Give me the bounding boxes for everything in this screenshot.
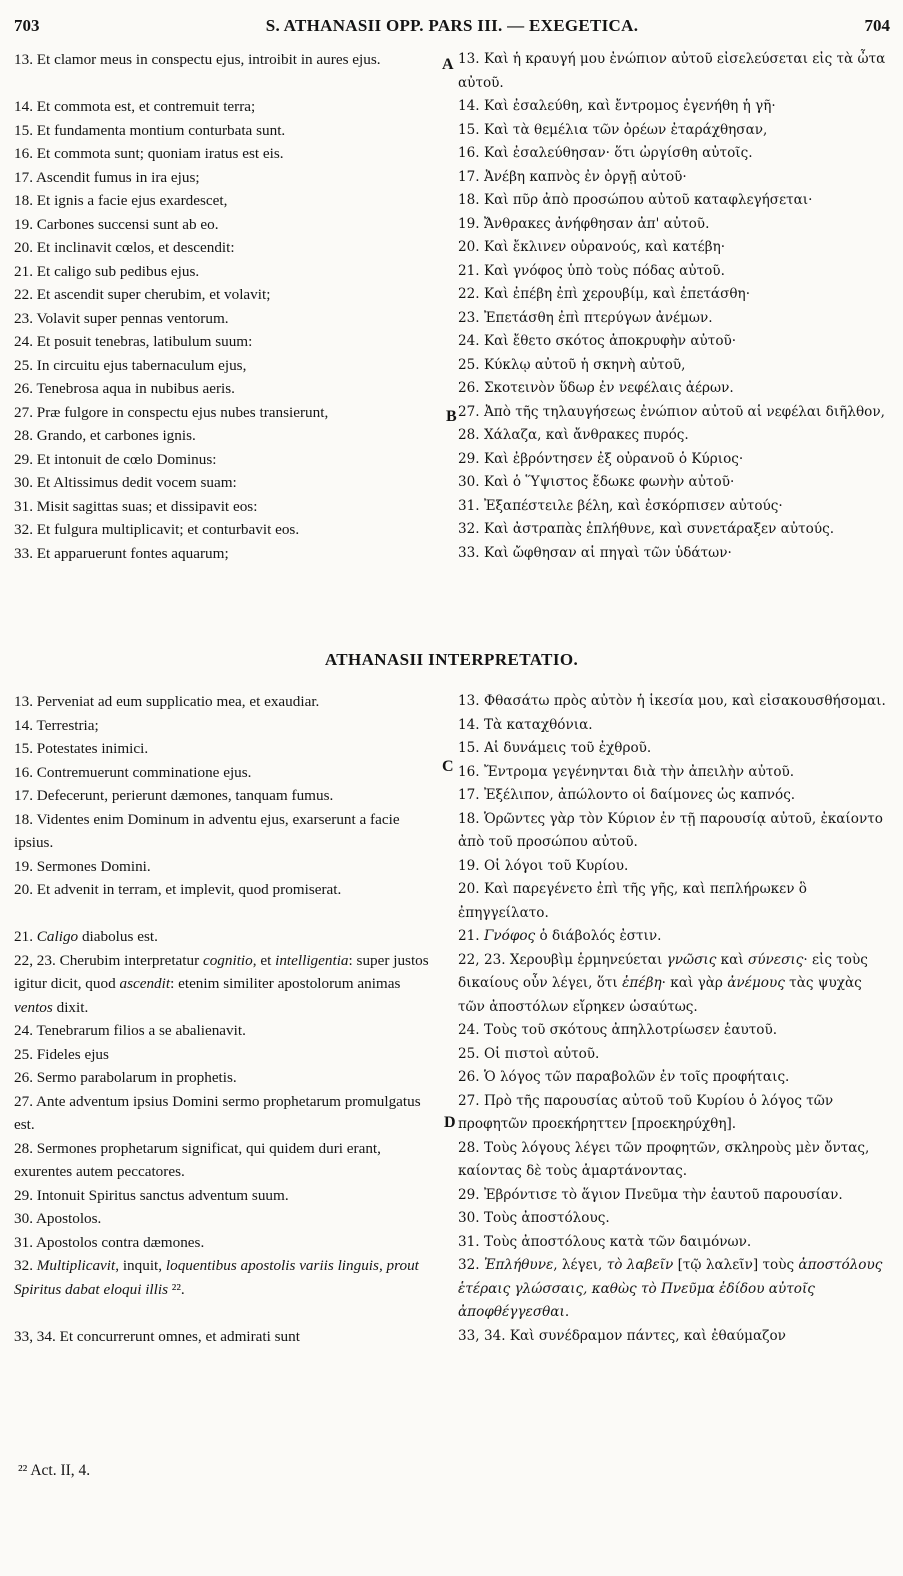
- page-header: [14, 16, 890, 44]
- interp-row: [14, 1325, 890, 1349]
- interp-latin: 16. Contremuerunt comminatione ejus.: [14, 763, 252, 781]
- interp-greek: 30. Τοὺς ἀποστόλους.: [458, 1210, 610, 1226]
- interp-latin: 25. Fideles ejus: [14, 1045, 109, 1063]
- verse-greek: 32. Καὶ ἀστραπὰς ἐπλήθυνε, καὶ συνετάραξεν αὐτούς.: [458, 521, 835, 537]
- interp-latin: 17. Defecerunt, perierunt dæmones, tanquam fumus.: [14, 787, 334, 804]
- margin-mark-b: B: [446, 408, 457, 425]
- verse-row: [14, 307, 890, 331]
- interp-row: [14, 1254, 890, 1325]
- italic-term: ἐπέβη: [622, 975, 662, 991]
- verse-row: [14, 166, 890, 190]
- interp-latin: [14, 1254, 452, 1325]
- italic-term: Γνόφος: [483, 928, 536, 944]
- verse-greek: 28. Χάλαζα, καὶ ἄνθρακες πυρός.: [458, 427, 689, 443]
- verse-latin: 32. Et fulgura multiplicavit; et conturbavit eos.: [14, 521, 300, 538]
- verse-latin: 14. Et commota est, et contremuit terra;: [14, 98, 256, 115]
- italic-term: loquentibus apostolis variis linguis, prout Spiritus dabat eloqui illis: [14, 1257, 419, 1298]
- text-run: , et: [252, 951, 276, 969]
- interp-greek: 15. Αἱ δυνάμεις τοῦ ἐχθροῦ.: [458, 740, 652, 756]
- verse-row: [14, 283, 890, 307]
- interp-row: [14, 761, 890, 785]
- interp-latin: 33, 34. Et concurrerunt omnes, et admirati sunt: [14, 1327, 300, 1345]
- interp-row: [14, 714, 890, 738]
- italic-term: σύνεσις: [747, 951, 804, 968]
- interp-greek: 16. Ἔντρομα γεγένηνται διὰ τὴν ἀπειλὴν αὐτοῦ.: [458, 763, 795, 780]
- verse-greek: 25. Κύκλῳ αὐτοῦ ἡ σκηνὴ αὐτοῦ,: [458, 356, 686, 373]
- text-run: · καὶ γὰρ: [661, 975, 728, 991]
- italic-term: ventos: [14, 998, 53, 1016]
- interp-row: [14, 808, 890, 855]
- interp-row: [14, 1066, 890, 1090]
- verse-row: [14, 495, 890, 519]
- verse-latin: 24. Et posuit tenebras, latibulum suum:: [14, 333, 253, 350]
- verse-greek: 17. Ἀνέβη καπνὸς ἐν ὀργῇ αὐτοῦ·: [458, 168, 687, 185]
- verse-row: [14, 260, 890, 284]
- interp-greek: 17. Ἐξέλιπον, ἀπώλοντο οἱ δαίμονες ὡς καπνός.: [458, 787, 796, 803]
- interp-latin: 26. Sermo parabolarum in prophetis.: [14, 1069, 237, 1086]
- verse-latin: 22. Et ascendit super cherubim, et volavit;: [14, 286, 271, 303]
- italic-term: ἀποστόλους ἑτέραις γλώσσαις, καθὼς τὸ Πνεῦμα ἐδίδου αὐτοῖς ἀποφθέγγεσθαι: [458, 1257, 883, 1320]
- interp-row: [14, 855, 890, 879]
- interp-latin: [14, 949, 452, 1020]
- verse-latin: 20. Et inclinavit cœlos, et descendit:: [14, 239, 235, 256]
- verse-latin: 18. Et ignis a facie ejus exardescet,: [14, 192, 228, 209]
- interp-latin: 31. Apostolos contra dæmones.: [14, 1233, 205, 1251]
- verse-latin: 15. Et fundamenta montium conturbata sunt.: [14, 121, 286, 139]
- text-run: ²².: [168, 1280, 185, 1298]
- italic-term: Ἐπλήθυνε: [483, 1257, 554, 1273]
- interp-greek: 20. Καὶ παρεγένετο ἐπὶ τῆς γῆς, καὶ πεπλήρωκεν ὃ ἐπηγγείλατο.: [458, 881, 807, 921]
- interp-greek: 25. Οἱ πιστοὶ αὐτοῦ.: [458, 1045, 600, 1062]
- interp-row: [14, 1231, 890, 1255]
- interp-row: [14, 1019, 890, 1043]
- interp-latin: 18. Videntes enim Dominum in adventu ejus, exarserunt a facie ipsius.: [14, 810, 400, 851]
- interp-greek: 29. Ἐβρόντισε τὸ ἅγιον Πνεῦμα τὴν ἑαυτοῦ παρουσίαν.: [458, 1186, 843, 1203]
- verse-greek: 19. Ἄνθρακες ἀνήφθησαν ἀπ' αὐτοῦ.: [458, 215, 710, 232]
- interp-latin: 28. Sermones prophetarum significat, qui quidem duri erant, exurentes autem peccatores.: [14, 1139, 381, 1180]
- text-run: [τῷ λαλεῖν] τοὺς: [673, 1257, 799, 1273]
- interp-greek: 33, 34. Καὶ συνέδραμον πάντες, καὶ ἐθαύμαζον: [458, 1327, 786, 1344]
- verse-greek: 20. Καὶ ἔκλινεν οὐρανούς, καὶ κατέβη·: [458, 239, 726, 255]
- verse-row: [14, 354, 890, 378]
- interp-latin: [14, 925, 452, 949]
- verse-greek: 29. Καὶ ἐβρόντησεν ἐξ οὐρανοῦ ὁ Κύριος·: [458, 450, 744, 467]
- verse-row: [14, 48, 890, 95]
- interp-row: [14, 1137, 890, 1184]
- verse-greek: 16. Καὶ ἐσαλεύθησαν· ὅτι ὠργίσθη αὐτοῖς.: [458, 145, 753, 161]
- verse-latin: 23. Volavit super pennas ventorum.: [14, 309, 229, 327]
- interp-row: [14, 1184, 890, 1208]
- text-run: : etenim similiter apostolorum animas: [170, 975, 401, 992]
- verse-row: [14, 424, 890, 448]
- text-run: , inquit,: [115, 1257, 166, 1274]
- verse-latin: 16. Et commota sunt; quoniam iratus est eis.: [14, 145, 284, 162]
- verse-greek: 26. Σκοτεινὸν ὕδωρ ἐν νεφέλαις ἀέρων.: [458, 380, 734, 396]
- page-number-left: 703: [14, 16, 40, 35]
- verse-row: [14, 142, 890, 166]
- text-run: 22, 23. Χερουβὶμ ἑρμηνεύεται: [458, 951, 667, 968]
- interp-latin: 13. Perveniat ad eum supplicatio mea, et exaudiar.: [14, 693, 320, 710]
- verse-row: [14, 236, 890, 260]
- interp-row: [14, 737, 890, 761]
- interp-greek: 19. Οἱ λόγοι τοῦ Κυρίου.: [458, 857, 629, 874]
- verse-greek: 21. Καὶ γνόφος ὑπὸ τοὺς πόδας αὐτοῦ.: [458, 262, 725, 279]
- footnote: ²² Act. II, 4.: [18, 1462, 91, 1479]
- verse-greek: 22. Καὶ ἐπέβη ἐπὶ χερουβίμ, καὶ ἐπετάσθη·: [458, 286, 751, 302]
- italic-term: cognitio: [202, 951, 253, 969]
- interp-greek: [452, 1254, 890, 1325]
- interp-latin: 29. Intonuit Spiritus sanctus adventum suum.: [14, 1186, 289, 1204]
- italic-term: ἀνέμους: [727, 975, 785, 991]
- interp-latin: 14. Terrestria;: [14, 716, 99, 734]
- interp-greek: 28. Τοὺς λόγους λέγει τῶν προφητῶν, σκληροὺς μὲν ὄντας, καίοντας δὲ τοὺς ἁμαρτάνοντας.: [458, 1139, 870, 1179]
- verse-greek: 31. Ἐξαπέστειλε βέλη, καὶ ἐσκόρπισεν αὐτούς·: [458, 497, 783, 514]
- interp-latin: 27. Ante adventum ipsius Domini sermo prophetarum promulgatus est.: [14, 1092, 421, 1133]
- interpretation-block: [14, 690, 890, 1348]
- verse-greek: 15. Καὶ τὰ θεμέλια τῶν ὀρέων ἐταράχθησαν,: [458, 121, 768, 138]
- verse-greek: 33. Καὶ ὤφθησαν αἱ πηγαὶ τῶν ὑδάτων·: [458, 544, 732, 561]
- text-run: .: [564, 1304, 570, 1320]
- verse-latin: 27. Præ fulgore in conspectu ejus nubes transierunt,: [14, 403, 329, 421]
- verse-greek: 18. Καὶ πῦρ ἀπὸ προσώπου αὐτοῦ καταφλεγήσεται·: [458, 192, 813, 208]
- interp-greek: 14. Τὰ καταχθόνια.: [458, 716, 593, 733]
- verse-latin: 28. Grando, et carbones ignis.: [14, 427, 196, 444]
- italic-term: Multiplicavit: [36, 1257, 116, 1274]
- interp-latin: 24. Tenebrarum filios a se abalienavit.: [14, 1022, 246, 1039]
- text-run: 21.: [458, 928, 484, 944]
- interp-row: [14, 1090, 890, 1137]
- verse-row: [14, 401, 890, 425]
- verse-greek: 14. Καὶ ἐσαλεύθη, καὶ ἔντρομος ἐγενήθη ἡ γῆ·: [458, 98, 776, 114]
- verse-row: [14, 377, 890, 401]
- interp-row: [14, 949, 890, 1020]
- italic-term: Caligo: [36, 928, 79, 945]
- text-run: 21.: [14, 928, 37, 945]
- verse-latin: 25. In circuitu ejus tabernaculum ejus,: [14, 356, 247, 374]
- text-run: : super justos igitur dicit, quod: [14, 951, 429, 992]
- verse-latin: 13. Et clamor meus in conspectu ejus, introibit in aures ejus.: [14, 51, 381, 68]
- verse-row: [14, 119, 890, 143]
- text-run: diabolus est.: [78, 928, 158, 945]
- interp-greek: [452, 925, 890, 949]
- verse-latin: 17. Ascendit fumus in ira ejus;: [14, 168, 200, 186]
- interp-greek: 24. Τοὺς τοῦ σκότους ἀπηλλοτρίωσεν ἑαυτοῦ.: [458, 1022, 778, 1038]
- interp-greek: 13. Φθασάτω πρὸς αὐτὸν ἡ ἱκεσία μου, καὶ εἰσακουσθήσομαι.: [458, 693, 886, 709]
- verse-row: [14, 471, 890, 495]
- verse-row: [14, 542, 890, 566]
- italic-term: τὸ λαβεῖν: [606, 1257, 674, 1273]
- margin-mark-d: D: [444, 1114, 456, 1131]
- italic-term: intelligentia: [275, 951, 349, 969]
- verse-row: [14, 213, 890, 237]
- interp-greek: [452, 949, 890, 1020]
- interp-latin: 19. Sermones Domini.: [14, 857, 151, 875]
- verse-row: [14, 330, 890, 354]
- verse-latin: 29. Et intonuit de cœlo Dominus:: [14, 450, 217, 468]
- verse-greek: 24. Καὶ ἔθετο σκότος ἀποκρυφὴν αὐτοῦ·: [458, 333, 737, 349]
- interp-row: [14, 784, 890, 808]
- interp-row: [14, 878, 890, 925]
- interp-latin: 30. Apostolos.: [14, 1210, 102, 1227]
- margin-mark-a: A: [442, 56, 454, 73]
- text-run: ὁ διάβολός ἐστιν.: [535, 928, 662, 944]
- verse-latin: 31. Misit sagittas suas; et dissipavit eos:: [14, 497, 258, 515]
- text-run: 32.: [458, 1257, 484, 1273]
- verse-row: [14, 448, 890, 472]
- interp-latin: 20. Et advenit in terram, et implevit, quod promiserat.: [14, 881, 342, 898]
- verse-latin: 19. Carbones succensi sunt ab eo.: [14, 215, 219, 233]
- psalm-text-block: [14, 48, 890, 565]
- text-run: 22, 23. Cherubim interpretatur: [14, 951, 203, 969]
- text-run: · εἰς τοὺς δικαίους οὖν λέγει, ὅτι: [458, 951, 868, 991]
- verse-greek: 13. Καὶ ἡ κραυγή μου ἐνώπιον αὐτοῦ εἰσελεύσεται εἰς τὰ ὦτα αὐτοῦ.: [458, 51, 886, 91]
- verse-latin: 33. Et apparuerunt fontes aquarum;: [14, 544, 229, 562]
- interp-row: [14, 690, 890, 714]
- interp-greek: 26. Ὁ λόγος τῶν παραβολῶν ἐν τοῖς προφήταις.: [458, 1069, 790, 1085]
- page-number-right: 704: [864, 16, 890, 35]
- interp-greek: 18. Ὁρῶντες γὰρ τὸν Κύριον ἐν τῇ παρουσίᾳ αὐτοῦ, ἐκαίοντο ἀπὸ τοῦ προσώπου αὐτοῦ.: [458, 810, 883, 850]
- interp-row: [14, 1043, 890, 1067]
- interp-greek: 31. Τοὺς ἀποστόλους κατὰ τῶν δαιμόνων.: [458, 1233, 752, 1250]
- interp-row: [14, 925, 890, 949]
- interp-row: [14, 1207, 890, 1231]
- verse-row: [14, 518, 890, 542]
- verse-row: [14, 189, 890, 213]
- verse-latin: 30. Et Altissimus dedit vocem suam:: [14, 474, 237, 491]
- italic-term: ascendit: [119, 975, 171, 992]
- text-run: καὶ: [716, 951, 748, 968]
- section-title: ATHANASII INTERPRETATIO.: [324, 650, 579, 669]
- margin-mark-c: C: [442, 758, 454, 775]
- interp-greek: 27. Πρὸ τῆς παρουσίας αὐτοῦ τοῦ Κυρίου ὁ λόγος τῶν προφητῶν προεκήρηττεν [προεκηρύχθη].: [458, 1092, 834, 1132]
- text-run: , λέγει,: [553, 1257, 607, 1273]
- verse-greek: 30. Καὶ ὁ Ὕψιστος ἔδωκε φωνὴν αὐτοῦ·: [458, 474, 735, 490]
- verse-greek: 23. Ἐπετάσθη ἐπὶ πτερύγων ἀνέμων.: [458, 309, 713, 326]
- verse-latin: 26. Tenebrosa aqua in nubibus aeris.: [14, 380, 235, 397]
- interp-latin: 15. Potestates inimici.: [14, 740, 149, 757]
- text-run: dixit.: [52, 998, 89, 1016]
- text-run: τὰς ψυχὰς τῶν ἀποστόλων εἴρηκεν ὡσαύτως.: [458, 975, 862, 1015]
- text-run: 32.: [14, 1257, 37, 1274]
- verse-greek: 27. Ἀπὸ τῆς τηλαυγήσεως ἐνώπιον αὐτοῦ αἱ νεφέλαι διῆλθον,: [458, 403, 885, 420]
- italic-term: γνῶσις: [666, 951, 717, 968]
- verse-row: [14, 95, 890, 119]
- running-title: S. ATHANASII OPP. PARS III. — EXEGETICA.: [265, 16, 639, 35]
- verse-latin: 21. Et caligo sub pedibus ejus.: [14, 262, 200, 280]
